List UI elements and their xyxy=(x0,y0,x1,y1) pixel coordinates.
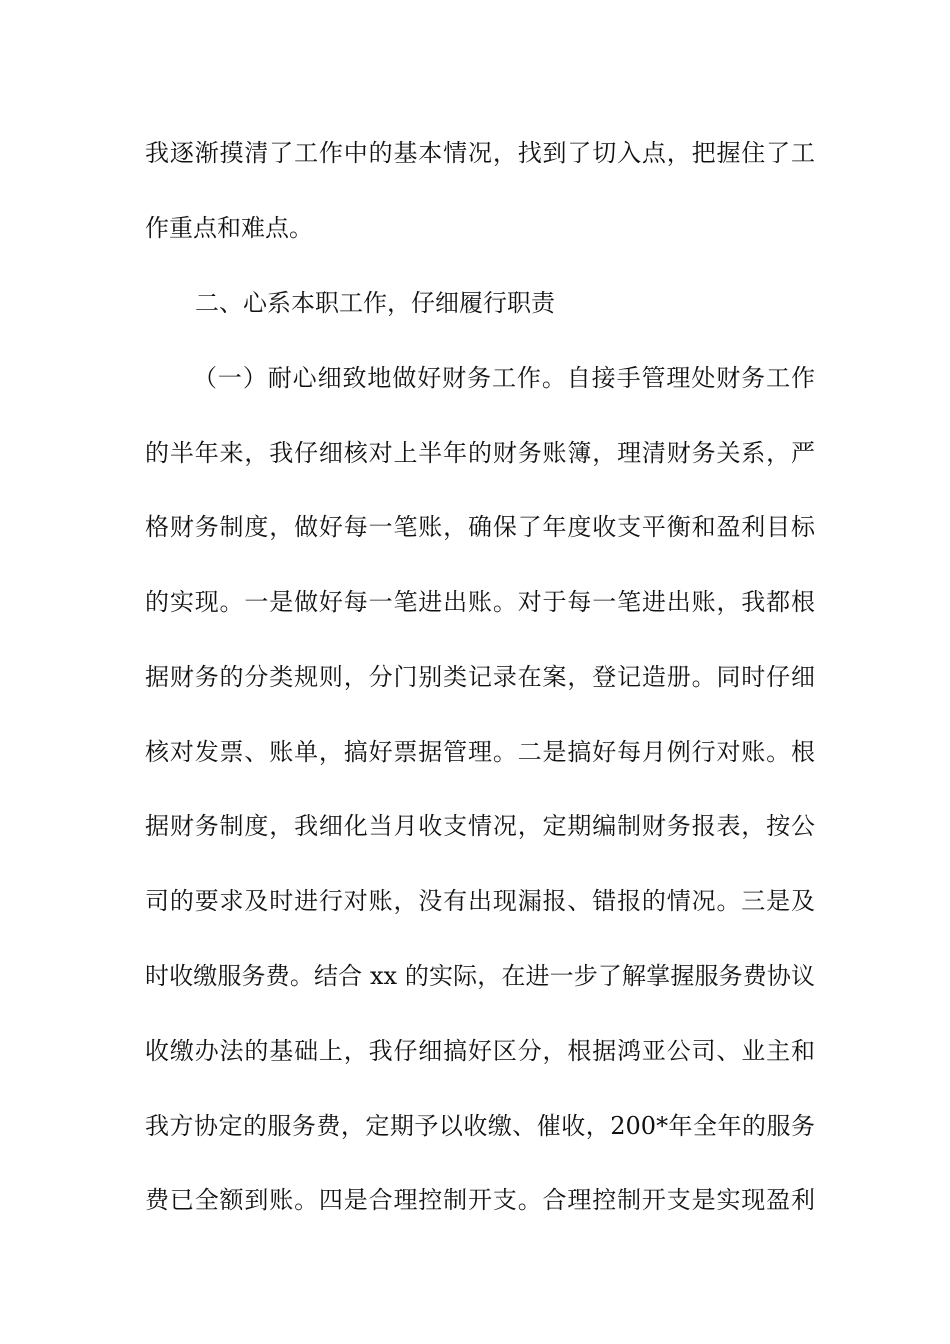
text-line: 收缴办法的基础上，我仔细搞好区分，根据鸿亚公司、业主和 xyxy=(145,1037,815,1065)
text-line: 据财务制度，我细化当月收支情况，定期编制财务报表，按公 xyxy=(145,812,815,840)
text-line: 我逐渐摸清了工作中的基本情况，找到了切入点，把握住了工 xyxy=(145,139,815,167)
text-line: 费已全额到账。四是合理控制开支。合理控制开支是实现盈利 xyxy=(145,1186,815,1214)
text-line: 时收缴服务费。结合 xx 的实际，在进一步了解掌握服务费协议 xyxy=(145,962,815,990)
text-line: （一）耐心细致地做好财务工作。自接手管理处财务工作 xyxy=(193,364,815,392)
text-line: 作重点和难点。 xyxy=(145,214,313,242)
text-line: 格财务制度，做好每一笔账，确保了年度收支平衡和盈利目标 xyxy=(145,513,815,541)
text-line: 核对发票、账单，搞好票据管理。二是搞好每月例行对账。根 xyxy=(145,738,815,766)
text-line: 我方协定的服务费，定期予以收缴、催收，200*年全年的服务 xyxy=(145,1112,815,1140)
text-line: 的半年来，我仔细核对上半年的财务账簿，理清财务关系，严 xyxy=(145,439,815,467)
text-line: 司的要求及时进行对账，没有出现漏报、错报的情况。三是及 xyxy=(145,887,815,915)
text-line: 的实现。一是做好每一笔进出账。对于每一笔进出账，我都根 xyxy=(145,588,815,616)
section-heading: 二、心系本职工作，仔细履行职责 xyxy=(195,289,555,317)
text-line: 据财务的分类规则，分门别类记录在案，登记造册。同时仔细 xyxy=(145,663,815,691)
